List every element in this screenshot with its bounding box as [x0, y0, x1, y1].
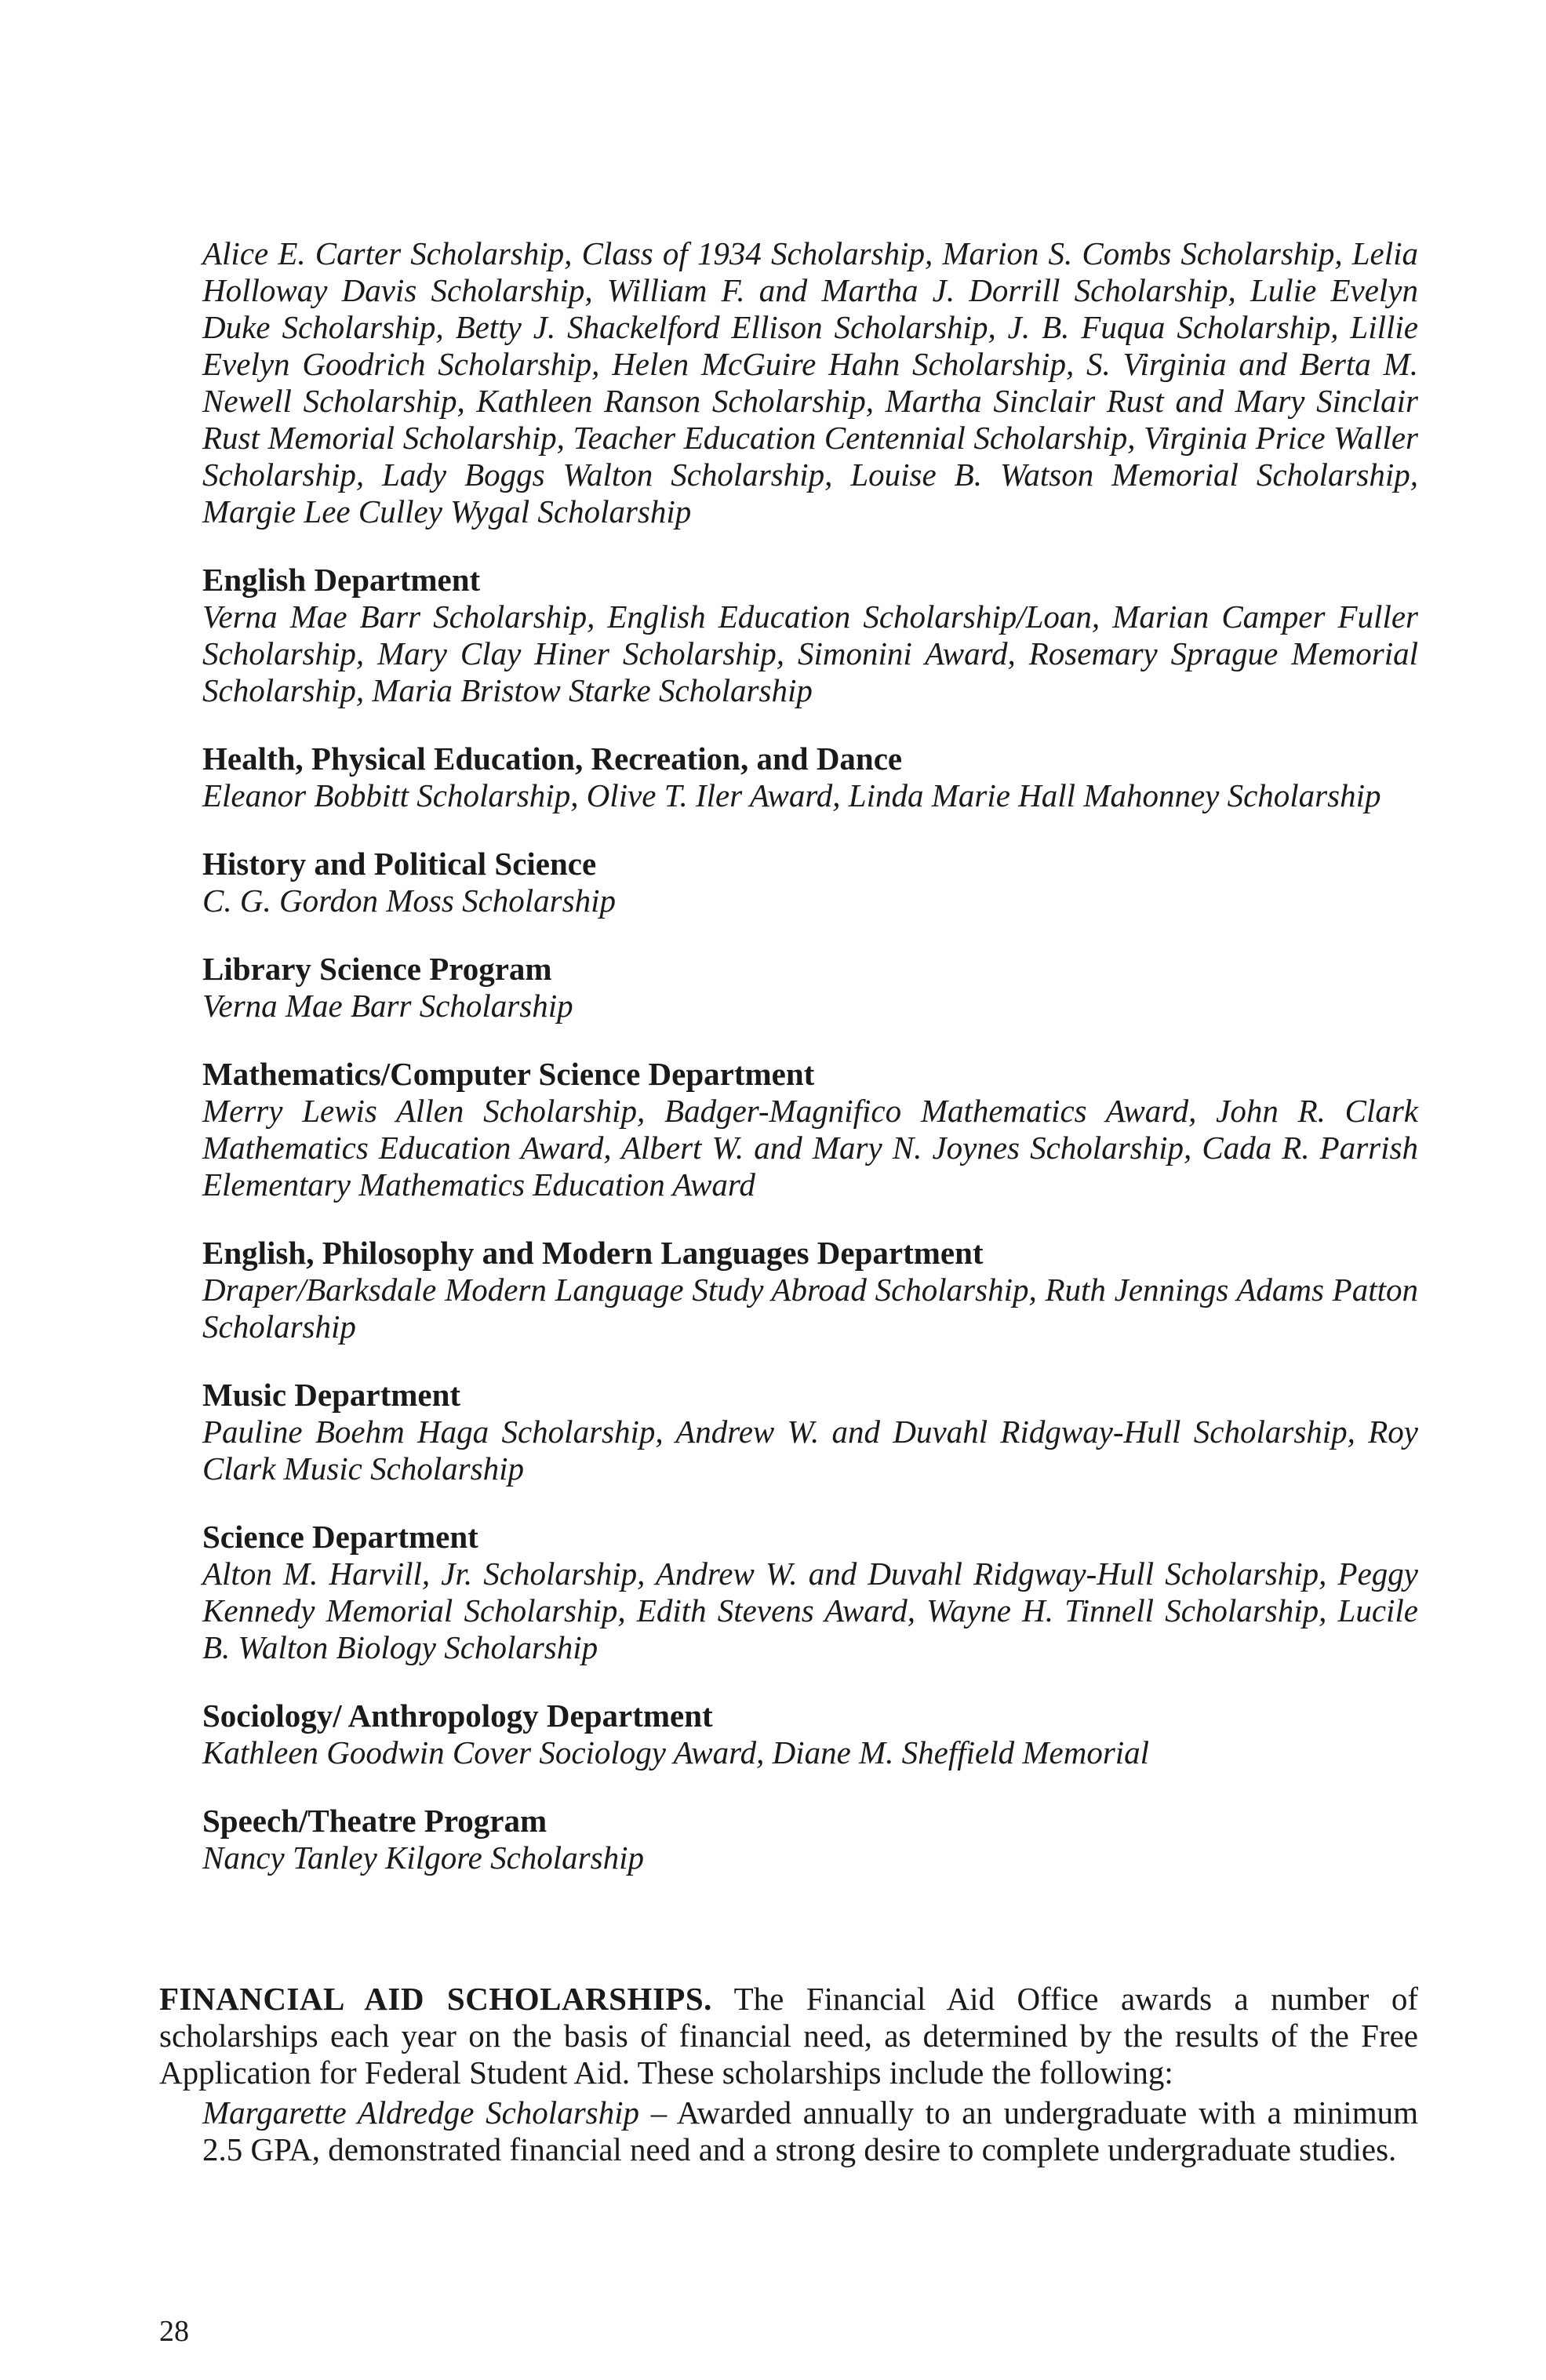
intro-scholarships: Alice E. Carter Scholarship, Class of 1934 Scholarship, Marion S. Combs Scholarship, Lelia Holloway Davis Scholarship, William F. and Martha J. Dorrill Scholarship, Lulie Evelyn Duke Scholarship, Betty J. Shackelford Ellison Scholarship, J. B. Fuqua Scholarship, Lillie Evelyn Goodrich Scholarship, Helen McGuire Hahn Scholarship, S. Virginia and Berta M. Newell Scholarship, Kathleen Ranson Scholarship, Martha Sinclair Rust and Mary Sinclair Rust Memorial Scholarship, Teacher Education Centennial Scholarship, Virginia Price Waller Scholarship, Lady Boggs Walton Scholarship, Louise B. Watson Memorial Scholarship, Margie Lee Culley Wygal Scholarship	[202, 235, 1418, 529]
section-title: Health, Physical Education, Recreation, and Dance	[202, 741, 903, 777]
scholarship-list	[202, 235, 1418, 1876]
section-body: Nancy Tanley Kilgore Scholarship	[202, 1840, 644, 1876]
section-title: Mathematics/Computer Science Department	[202, 1056, 815, 1092]
page-number: 28	[159, 2315, 189, 2348]
section-title: History and Political Science	[202, 846, 597, 882]
financial-aid-item-text: – Awarded annually to an undergraduate with a minimum 2.5 GPA, demonstrated financial need and a strong desire to complete undergraduate studies.	[202, 2094, 1418, 2167]
section-english	[202, 562, 1418, 709]
section-title: Science Department	[202, 1519, 478, 1555]
section-math	[202, 1056, 1418, 1203]
section-title: Library Science Program	[202, 951, 552, 987]
section-health-pe	[202, 741, 1418, 814]
section-sociology	[202, 1698, 1418, 1771]
section-body: Alton M. Harvill, Jr. Scholarship, Andrew W. and Duvahl Ridgway-Hull Scholarship, Peggy Kennedy Memorial Scholarship, Edith Stevens Award, Wayne H. Tinnell Scholarship, Lucile B. Walton Biology Scholarship	[202, 1556, 1418, 1665]
section-title: Music Department	[202, 1377, 461, 1413]
section-body: Kathleen Goodwin Cover Sociology Award, Diane M. Sheffield Memorial	[202, 1734, 1150, 1770]
section-body: Eleanor Bobbitt Scholarship, Olive T. Iler Award, Linda Marie Hall Mahonney Scholarship	[202, 777, 1381, 813]
financial-aid-paragraph	[159, 1981, 1418, 2091]
financial-aid-text: The Financial Aid Office awards a number of scholarships each year on the basis of financial need, as determined by the results of the Free Application for Federal Student Aid. These scholarships include the following:	[159, 1981, 1419, 2091]
section-body: C. G. Gordon Moss Scholarship	[202, 882, 616, 919]
section-title: English Department	[202, 562, 481, 598]
section-body: Verna Mae Barr Scholarship	[202, 988, 573, 1024]
financial-aid-heading: FINANCIAL AID SCHOLARSHIPS.	[159, 1981, 712, 2017]
financial-aid-item	[202, 2094, 1418, 2168]
section-title: English, Philosophy and Modern Languages Department	[202, 1235, 984, 1271]
section-body: Pauline Boehm Haga Scholarship, Andrew W. and Duvahl Ridgway-Hull Scholarship, Roy Clark Music Scholarship	[202, 1414, 1418, 1487]
financial-aid-item-name: Margarette Aldredge Scholarship	[202, 2094, 639, 2131]
section-title: Sociology/ Anthropology Department	[202, 1698, 713, 1734]
section-body: Merry Lewis Allen Scholarship, Badger-Magnifico Mathematics Award, John R. Clark Mathematics Education Award, Albert W. and Mary N. Joynes Scholarship, Cada R. Parrish Elementary Mathematics Education Award	[202, 1093, 1418, 1203]
section-history	[202, 846, 1418, 919]
section-music	[202, 1377, 1418, 1487]
section-speech-theatre	[202, 1803, 1418, 1876]
section-body: Verna Mae Barr Scholarship, English Education Scholarship/Loan, Marian Camper Fuller Scholarship, Mary Clay Hiner Scholarship, Simonini Award, Rosemary Sprague Memorial Scholarship, Maria Bristow Starke Scholarship	[202, 599, 1418, 708]
section-english-philosophy	[202, 1235, 1418, 1345]
section-title: Speech/Theatre Program	[202, 1803, 547, 1839]
section-library	[202, 951, 1418, 1024]
section-science	[202, 1519, 1418, 1666]
section-body: Draper/Barksdale Modern Language Study Abroad Scholarship, Ruth Jennings Adams Patton Scholarship	[202, 1272, 1418, 1345]
